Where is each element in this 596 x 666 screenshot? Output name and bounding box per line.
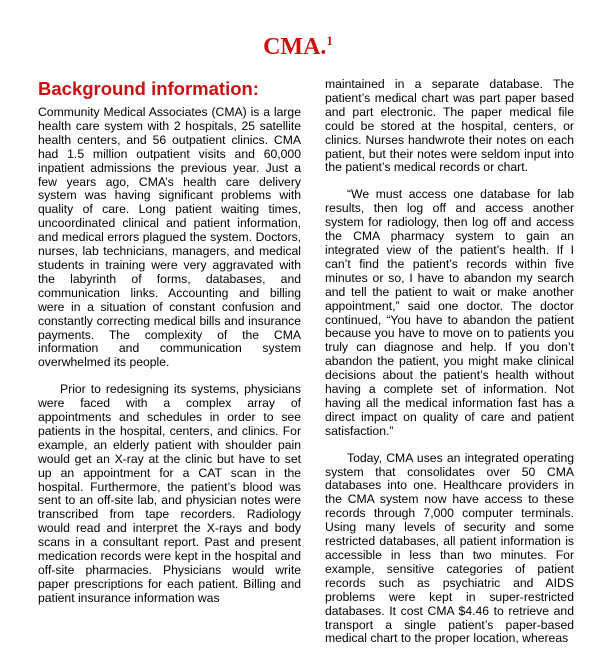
paragraph: maintained in a separate database. The patient’s medical chart was part paper based and part electronic. The paper medical file could be stored at the hospital, centers, or clinics. Nurses handwrote their notes on each patient, but their notes were seldom input into the patient’s medical records or chart. [325, 77, 574, 175]
paragraph: Today, CMA uses an integrated operating system that consolidates over 50 CMA databases into one. Healthcare providers in the CMA system now have access to these records through 7,000 computer terminals. Using many levels of security and some restricted databases, all patient information is accessible in less than two minutes. For example, sensitive categories of patient records such as psychiatric and AIDS problems were kept in super-restricted databases. It cost CMA $4.46 to retrieve and transport a single patient’s paper-based medical chart to the proper location, whereas [325, 450, 574, 646]
paragraph: Prior to redesigning its systems, physicians were faced with a complex array of appointments and schedules in order to see patients in the hospital, centers, and clinics. For example, an elderly patient with shoulder pain would get an X-ray at the clinic but have to set up an appointment for a CAT scan in the hospital. Furthermore, the patient’s blood was sent to an off-site lab, and physician notes were transcribed from tape recorders. Radiology would read and interpret the X-rays and body scans in a consultant report. Past and present medication records were kept in the hospital and off-site pharmacies. Physicians would write paper prescriptions for each patient. Billing and patient insurance information was [38, 382, 301, 605]
paragraph: Community Medical Associates (CMA) is a large health care system with 2 hospitals, 25 satellite health centers, and 56 outpatient clinics. CMA had 1.5 million outpatient visits and 60,000 inpatient admissions the previous year. Just a few years ago, CMA’s health care delivery system was having significant problems with quality of care. Long patient waiting times, uncoordinated clinical and patient information, and medical errors plagued the system. Doctors, nurses, lab technicians, managers, and medical students in training were very aggravated with the labyrinth of forms, databases, and communication links. Accounting and billing were in a situation of constant confusion and constantly correcting medical bills and insurance payments. The complexity of the CMA information and communication system overwhelmed its people. [38, 105, 301, 370]
right-column [325, 78, 574, 659]
footnote-marker[interactable]: 1 [326, 33, 333, 48]
left-column [38, 78, 301, 619]
section-heading: Background information: [38, 78, 259, 99]
title-text: CMA. [263, 34, 327, 60]
paragraph: “We must access one database for lab results, then log off and access another system for radiology, then log off and access the CMA pharmacy system to gain an integrated view of the patient’s health. If I can’t find the patient’s records within five minutes or so, I have to abandon my search and tell the patient to wait or make another appointment,” said one doctor. The doctor continued, “You have to abandon the patient because you have to move on to patients you truly can diagnose and help. If you don’t abandon the patient, you might make clinical decisions about the patient’s health without having a complete set of information. Not having all the medical information fast has a direct impact on quality of care and patient satisfaction.” [325, 187, 574, 438]
page-title [0, 33, 596, 61]
